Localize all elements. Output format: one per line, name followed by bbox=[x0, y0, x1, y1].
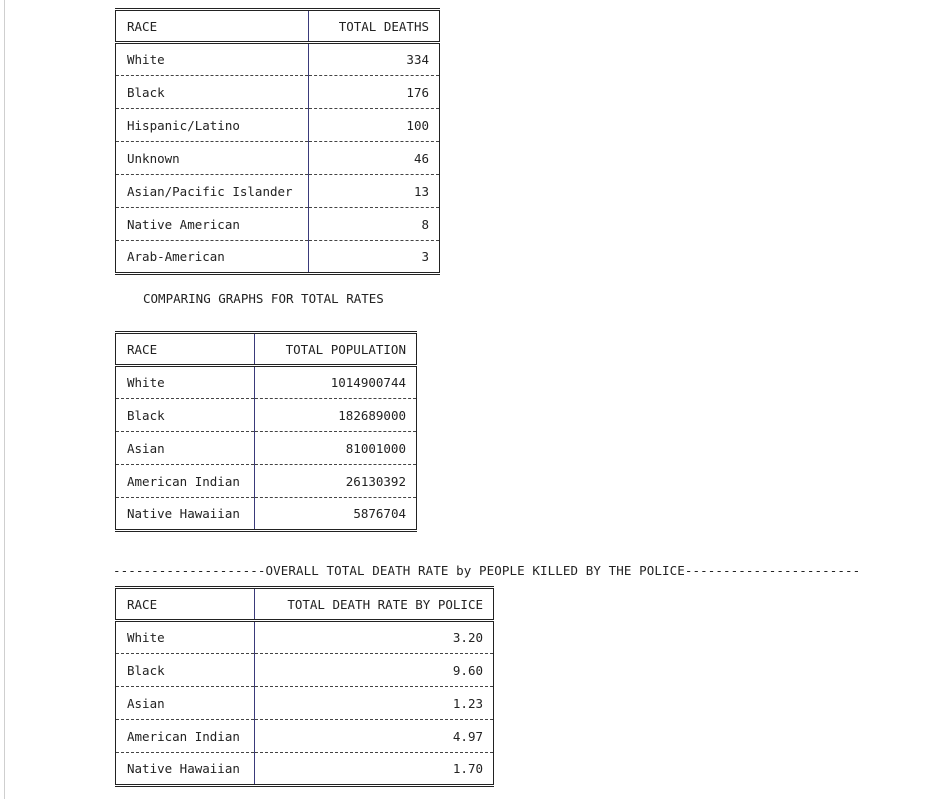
table-header-row bbox=[116, 333, 417, 366]
comparing-graphs-caption: COMPARING GRAPHS FOR TOTAL RATES bbox=[143, 291, 384, 306]
deaths-cell: 334 bbox=[309, 43, 440, 76]
population-cell: 1014900744 bbox=[255, 366, 417, 399]
race-cell: Black bbox=[116, 399, 255, 432]
table-row bbox=[116, 720, 494, 753]
rate-cell: 1.23 bbox=[255, 687, 494, 720]
header-death-rate: TOTAL DEATH RATE BY POLICE bbox=[255, 588, 494, 621]
table-row bbox=[116, 43, 440, 76]
table-row bbox=[116, 366, 417, 399]
notebook-left-border bbox=[4, 0, 5, 799]
deaths-cell: 176 bbox=[309, 76, 440, 109]
table-row bbox=[116, 142, 440, 175]
population-cell: 81001000 bbox=[255, 432, 417, 465]
overall-death-rate-banner: --------------------OVERALL TOTAL DEATH RATE by PEOPLE KILLED BY THE POLICE----------------------- bbox=[113, 563, 861, 578]
race-cell: Hispanic/Latino bbox=[116, 109, 309, 142]
table-row bbox=[116, 76, 440, 109]
rate-cell: 4.97 bbox=[255, 720, 494, 753]
race-cell: White bbox=[116, 43, 309, 76]
table-row bbox=[116, 753, 494, 786]
table-row bbox=[116, 109, 440, 142]
header-total-deaths: TOTAL DEATHS bbox=[309, 10, 440, 43]
header-race: RACE bbox=[116, 588, 255, 621]
table-row bbox=[116, 175, 440, 208]
table-header-row bbox=[116, 10, 440, 43]
rate-cell: 3.20 bbox=[255, 621, 494, 654]
race-cell: American Indian bbox=[116, 465, 255, 498]
race-cell: Arab-American bbox=[116, 241, 309, 274]
death-rate-table bbox=[115, 586, 494, 787]
race-cell: Unknown bbox=[116, 142, 309, 175]
population-cell: 5876704 bbox=[353, 506, 406, 521]
table-row bbox=[116, 241, 440, 274]
total-population-table bbox=[115, 331, 417, 532]
race-cell: Native American bbox=[116, 208, 309, 241]
race-cell: Native Hawaiian bbox=[116, 753, 255, 786]
table-row bbox=[116, 465, 417, 498]
table-row bbox=[116, 432, 417, 465]
race-cell: Native Hawaiian bbox=[116, 498, 255, 531]
header-race: RACE bbox=[116, 10, 309, 43]
deaths-cell: 8 bbox=[309, 208, 440, 241]
population-cell: 26130392 bbox=[255, 465, 417, 498]
table-header-row bbox=[116, 588, 494, 621]
race-cell: American Indian bbox=[116, 720, 255, 753]
race-cell: White bbox=[116, 366, 255, 399]
table-row bbox=[116, 399, 417, 432]
table-row bbox=[116, 654, 494, 687]
race-cell: Black bbox=[116, 654, 255, 687]
header-total-population: TOTAL POPULATION bbox=[255, 333, 417, 366]
rate-cell: 9.60 bbox=[255, 654, 494, 687]
table-row bbox=[116, 208, 440, 241]
deaths-cell: 3 bbox=[421, 249, 429, 264]
race-cell: Black bbox=[116, 76, 309, 109]
rate-cell: 1.70 bbox=[452, 761, 483, 776]
table-row bbox=[116, 498, 417, 531]
race-cell: Asian bbox=[116, 687, 255, 720]
deaths-cell: 46 bbox=[309, 142, 440, 175]
table-row bbox=[116, 621, 494, 654]
table-row bbox=[116, 687, 494, 720]
deaths-cell: 13 bbox=[309, 175, 440, 208]
header-race: RACE bbox=[116, 333, 255, 366]
population-cell: 182689000 bbox=[255, 399, 417, 432]
race-cell: Asian bbox=[116, 432, 255, 465]
race-cell: White bbox=[116, 621, 255, 654]
total-deaths-table bbox=[115, 8, 440, 275]
race-cell: Asian/Pacific Islander bbox=[116, 175, 309, 208]
deaths-cell: 100 bbox=[309, 109, 440, 142]
